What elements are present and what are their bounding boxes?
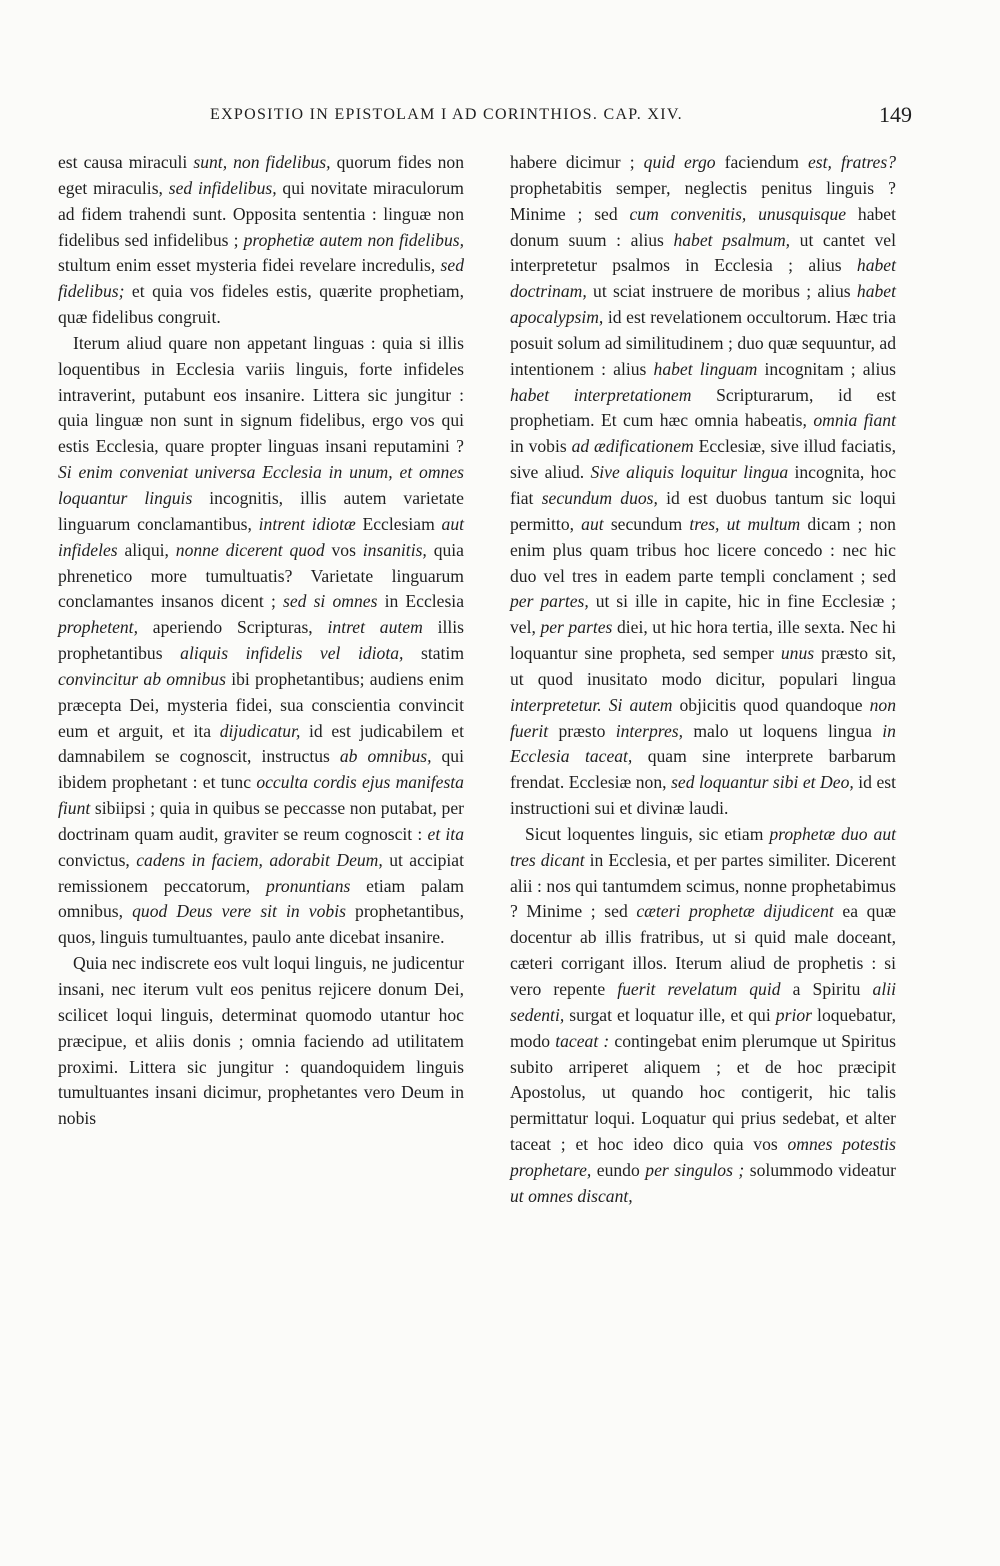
text-run: ut sciat instruere de moribus ; alius	[586, 281, 857, 302]
italic-text-run: quid ergo	[643, 152, 716, 172]
text-run: diei, ut hic hora tertia, ille sexta. Nec hi loquantur sine propheta, sed semper	[510, 617, 896, 664]
text-run: incognitam ; alius	[757, 358, 897, 379]
paragraph	[58, 150, 464, 331]
text-run: solummodo videatur	[744, 1159, 897, 1180]
text-run: qui novitate miraculorum ad fidem trahendi sunt. Opposita sententia : linguæ non fidelibus sed infidelibus ;	[58, 177, 464, 250]
italic-text-run: pronuntians	[265, 875, 351, 896]
text-run: quia phrenetico more tumultuatis? Varietate linguarum conclamantes insanos dicent ;	[58, 539, 464, 612]
text-run: etiam palam omnibus,	[58, 875, 464, 922]
text-run: eundo	[591, 1159, 646, 1180]
text-run: aperiendo Scripturas,	[137, 617, 328, 638]
text-run: statim	[403, 643, 465, 664]
italic-text-run: tres, ut multum	[689, 513, 801, 534]
italic-text-run: cum convenitis, unusquisque	[629, 203, 847, 224]
text-run: Ecclesiam	[355, 513, 442, 534]
italic-text-run: non fuerit	[510, 694, 896, 741]
paragraph	[58, 951, 464, 1132]
text-run: aliqui,	[117, 539, 176, 560]
text-run: id est instructioni sui et divinæ laudi.	[510, 772, 897, 819]
italic-text-run: sed infidelibus,	[168, 177, 277, 198]
italic-text-run: sed fidelibus;	[58, 255, 464, 302]
text-run: præsto	[548, 720, 616, 741]
text-run: qui ibidem prophetant : et tunc	[58, 746, 464, 793]
italic-text-run: aliquis infidelis vel idiota,	[180, 643, 404, 664]
italic-text-run: per singulos ;	[645, 1159, 745, 1180]
italic-text-run: interpretetur.	[510, 694, 602, 715]
text-run: prophetantibus, quos, linguis tumultuantes, paulo ante dicebat insanire.	[58, 901, 464, 948]
text-run: in Ecclesia, et per partes similiter. Dicerent alii : nos qui tantumdem scimus, nonne prophetabimus ? Minime ; sed	[510, 849, 896, 922]
italic-text-run: quod Deus vere sit in vobis	[132, 901, 346, 922]
italic-text-run: taceat :	[555, 1030, 610, 1051]
text-run: Iterum aliud quare non appetant linguas : quia si illis loquentibus in Ecclesia variis linguis, forte infideles intraverint, putabunt eos insanire. Littera sic jungitur : quia linguæ non sunt in signum fidelibus, ergo vos qui estis Ecclesia, quare propter linguas insani reputamini ?	[58, 332, 464, 457]
text-run: prophetabitis semper, neglectis penitus linguis ? Minime ; sed	[510, 177, 896, 224]
italic-text-run: et ita	[427, 823, 464, 844]
text-run: stultum enim esset mysteria fidei revelare incredulis,	[58, 255, 441, 276]
paragraph	[58, 331, 464, 951]
italic-text-run: dijudicatur,	[219, 720, 301, 741]
text-run: id est judicabilem et damnabilem se cognoscit, instructus	[58, 720, 464, 767]
text-run: id est revelationem occultorum. Hæc tria posuit solum ad similitudinem ; duo quæ sequuntur, ad intentionem : alius	[510, 307, 896, 379]
text-run: ut accipiat remissionem peccatorum,	[58, 849, 464, 896]
italic-text-run: secundum duos,	[541, 487, 658, 508]
text-run: contingebat enim plerumque ut Spiritus subito arriperet aliquem ; et de hoc præcipit Apostolus, ut quando hoc contigerit, hic talis permittatur loqui. Loquatur qui prius sedebat, et alter taceat ; et hoc ideo dico quia vos	[510, 1030, 897, 1155]
text-run: surgat et loquatur ille, et qui	[564, 1004, 776, 1025]
italic-text-run: sed si omnes	[282, 591, 378, 612]
italic-text-run: aut	[581, 513, 604, 534]
right-column	[510, 150, 896, 1210]
italic-text-run: cadens in faciem, adorabit Deum,	[136, 849, 383, 870]
italic-text-run: prior	[775, 1004, 812, 1025]
italic-text-run: occulta cordis ejus manifesta fiunt	[58, 772, 464, 819]
italic-text-run: ab omnibus,	[339, 746, 432, 767]
italic-text-run: Si enim conveniat universa Ecclesia in unum, et omnes loquantur linguis	[58, 462, 464, 508]
italic-text-run: Sive aliquis loquitur lingua	[590, 462, 789, 483]
text-run: illis prophetantibus	[58, 617, 465, 664]
text-run: Quia nec indiscrete eos vult loqui linguis, ne judicentur insani, nec iterum vult eos penitus rejicere donum Dei, scilicet loqui linguis, determinat quomodo utantur hoc præcipue, et aliis donis ; omnia faciendo ad utilitatem proximi. Littera sic jungitur : quandoquidem linguis tumultuantes insani dicimur, prophetantes vero Deum in nobis	[58, 953, 464, 1129]
italic-text-run: omnes potestis prophetare,	[510, 1134, 896, 1180]
italic-text-run: sunt, non fidelibus,	[193, 152, 331, 172]
text-run: in vobis	[510, 436, 572, 457]
text-run: et quia vos fideles estis, quærite prophetiam, quæ fidelibus congruit.	[58, 281, 464, 328]
italic-text-run: nonne dicerent quod	[175, 539, 325, 560]
text-run: malo ut loquens lingua	[683, 720, 883, 741]
text-run: a Spiritu	[780, 979, 873, 999]
italic-text-run: habet psalmum,	[673, 229, 791, 250]
text-run: Sicut loquentes linguis, sic etiam	[525, 823, 770, 844]
text-run: vos	[324, 539, 363, 560]
text-run: dicam ; non enim plus quam tribus hoc licere concedo : nec hic duo vel tres in eadem parte templi conclament ; sed	[510, 513, 896, 586]
italic-text-run: habet linguam	[653, 358, 758, 379]
italic-text-run: sed loquantur sibi et Deo,	[671, 772, 854, 793]
italic-text-run: prophetent,	[58, 617, 138, 638]
text-run: convictus,	[58, 849, 137, 870]
italic-text-run: intrent idiotæ	[258, 513, 356, 534]
text-run	[602, 695, 609, 715]
italic-text-run: omnia fiant	[813, 410, 896, 431]
text-run: incognitis, illis autem varietate linguarum conclamantibus,	[58, 487, 464, 534]
paragraph	[510, 150, 896, 822]
italic-text-run: in Ecclesia taceat,	[510, 720, 896, 767]
text-run: objicitis quod quandoque	[672, 694, 870, 715]
text-run: faciendum	[715, 152, 808, 172]
text-run: habet donum suum : alius	[510, 203, 896, 250]
italic-text-run: ad ædificationem	[571, 436, 694, 457]
paragraph	[510, 822, 896, 1210]
text-run: secundum	[603, 513, 690, 534]
italic-text-run: insanitis,	[362, 539, 427, 560]
italic-text-run: intret autem	[327, 617, 423, 638]
italic-text-run: habet apocalypsim,	[510, 281, 896, 328]
italic-text-run: est, fratres?	[807, 152, 897, 172]
italic-text-run: habet doctrinam,	[510, 255, 896, 302]
italic-text-run: interpres,	[615, 720, 684, 741]
italic-text-run: cæteri prophetæ dijudicent	[636, 901, 834, 922]
text-run: incognita, hoc fiat	[510, 462, 897, 508]
text-run: id est duobus tantum sic loqui permitto,	[510, 487, 896, 534]
italic-text-run: unus	[780, 643, 815, 664]
page-number: 149	[879, 102, 912, 127]
running-title: EXPOSITIO IN EPISTOLAM I AD CORINTHIOS. CAP. XIV.	[210, 106, 683, 123]
text-run: loquebatur, modo	[510, 1004, 896, 1051]
italic-text-run: fuerit revelatum quid	[617, 979, 781, 999]
italic-text-run: Si autem	[608, 694, 673, 715]
running-header	[60, 102, 912, 132]
text-run: in Ecclesia	[377, 591, 464, 612]
left-column	[58, 150, 464, 1132]
italic-text-run: prophetæ duo aut tres dicant	[510, 823, 897, 870]
italic-text-run: prophetiæ autem non fidelibus,	[243, 229, 464, 250]
text-run: quorum fides non eget miraculis,	[58, 152, 464, 198]
text-run: ut si ille in capite, hic in fine Ecclesiæ ; vel,	[510, 591, 896, 638]
text-run: ut cantet vel interpretetur psalmos in Ecclesia ; alius	[510, 229, 896, 276]
italic-text-run: habet interpretationem	[510, 384, 692, 405]
text-run: sibiipsi ; quia in quibus se peccasse non putabat, per doctrinam quam audit, graviter se reum cognoscit :	[58, 798, 464, 844]
italic-text-run: aut infideles	[58, 513, 465, 560]
italic-text-run: ut omnes discant,	[510, 1185, 633, 1206]
italic-text-run: alii sedenti,	[510, 979, 897, 1025]
text-run: præsto sit, ut quod inusitato modo dicitur, populari lingua	[510, 643, 896, 689]
text-run: Ecclesiæ, sive illud faciatis, sive aliud.	[510, 436, 896, 483]
text-run: Scripturarum, id est prophetiam. Et cum hæc omnia habeatis,	[510, 384, 896, 431]
text-run: quam sine interprete barbarum frendat. Ecclesiæ non,	[510, 746, 896, 793]
text-run: est causa miraculi	[58, 152, 194, 172]
text-run: ibi prophetantibus; audiens enim præcepta Dei, mysteria fidei, sua conscientia convincit eum et arguit, et ita	[58, 668, 464, 741]
text-run: ea quæ docentur ab illis fratribus, ut si quid male doceant, cæteri corrigant illos. Iterum aliud de prophetis : si vero repente	[510, 901, 896, 999]
italic-text-run: convincitur ab omnibus	[58, 668, 226, 689]
italic-text-run: per partes	[540, 617, 613, 638]
text-run: habere dicimur ;	[510, 152, 644, 172]
italic-text-run: per partes,	[510, 591, 589, 612]
